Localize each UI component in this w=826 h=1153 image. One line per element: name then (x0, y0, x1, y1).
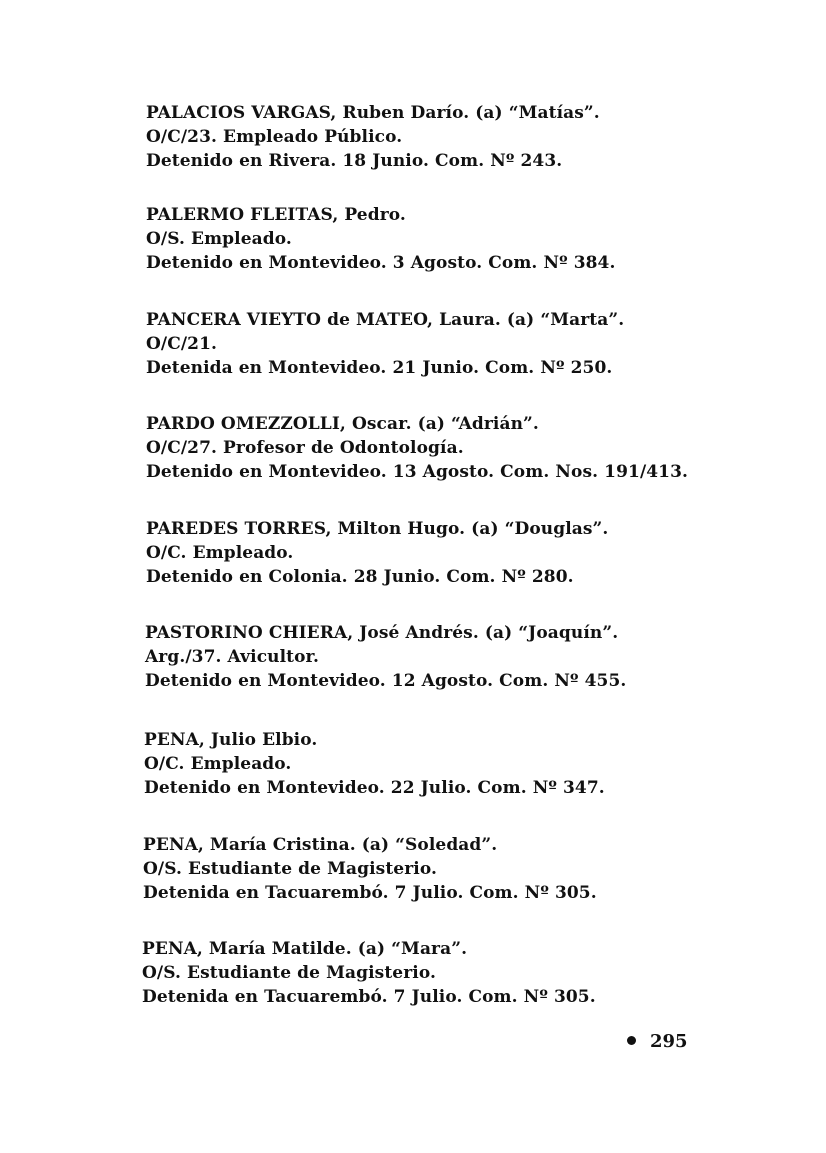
entry-info: Arg./37. Avicultor. (145, 647, 320, 667)
entry-palermo-fleitas (146, 203, 746, 275)
entry-pena-maria-cristina (143, 833, 743, 905)
entry-info: O/S. Estudiante de Magisterio. (142, 963, 436, 983)
page-number: 295 (650, 1031, 688, 1052)
entry-name: PENA, Julio Elbio. (144, 730, 318, 750)
entry-info: O/S. Empleado. (146, 229, 292, 249)
entry-detention: Detenido en Montevideo. 3 Agosto. Com. Nº 384. (146, 253, 616, 273)
page-footer (627, 1031, 688, 1052)
entry-name: PARDO OMEZZOLLI, Oscar. (a) “Adrián”. (146, 414, 539, 434)
entry-detention: Detenido en Rivera. 18 Junio. Com. Nº 243. (146, 151, 563, 171)
entry-paredes-torres (146, 517, 746, 589)
entry-name: PENA, María Matilde. (a) “Mara”. (142, 939, 468, 959)
entry-pena-maria-matilde (142, 937, 742, 1009)
entry-palacios-vargas (146, 101, 746, 173)
entry-info: O/C/23. Empleado Público. (146, 127, 403, 147)
entry-pena-julio (144, 728, 744, 800)
entry-detention: Detenido en Montevideo. 13 Agosto. Com. Nos. 191/413. (146, 462, 689, 482)
entry-detention: Detenido en Montevideo. 22 Julio. Com. Nº 347. (144, 778, 605, 798)
entry-name: PALACIOS VARGAS, Ruben Darío. (a) “Matías”. (146, 103, 600, 123)
entry-detention: Detenida en Tacuarembó. 7 Julio. Com. Nº 305. (142, 987, 596, 1007)
bullet-icon (627, 1036, 636, 1045)
entry-detention: Detenida en Montevideo. 21 Junio. Com. Nº 250. (146, 358, 613, 378)
entry-pardo-omezzolli (146, 412, 746, 484)
entry-name: PENA, María Cristina. (a) “Soledad”. (143, 835, 498, 855)
entry-info: O/C. Empleado. (144, 754, 292, 774)
entry-info: O/C/27. Profesor de Odontología. (146, 438, 464, 458)
entry-detention: Detenido en Montevideo. 12 Agosto. Com. Nº 455. (145, 671, 627, 691)
entry-detention: Detenida en Tacuarembó. 7 Julio. Com. Nº 305. (143, 883, 597, 903)
entry-name: PALERMO FLEITAS, Pedro. (146, 205, 406, 225)
entry-name: PAREDES TORRES, Milton Hugo. (a) “Douglas”. (146, 519, 609, 539)
entry-pastorino-chiera (145, 621, 745, 693)
entry-detention: Detenido en Colonia. 28 Junio. Com. Nº 280. (146, 567, 574, 587)
entry-info: O/C. Empleado. (146, 543, 294, 563)
entry-pancera-vieyto (146, 308, 746, 380)
entry-name: PASTORINO CHIERA, José Andrés. (a) “Joaquín”. (145, 623, 619, 643)
entry-info: O/C/21. (146, 334, 218, 354)
entry-info: O/S. Estudiante de Magisterio. (143, 859, 437, 879)
entry-name: PANCERA VIEYTO de MATEO, Laura. (a) “Marta”. (146, 310, 625, 330)
